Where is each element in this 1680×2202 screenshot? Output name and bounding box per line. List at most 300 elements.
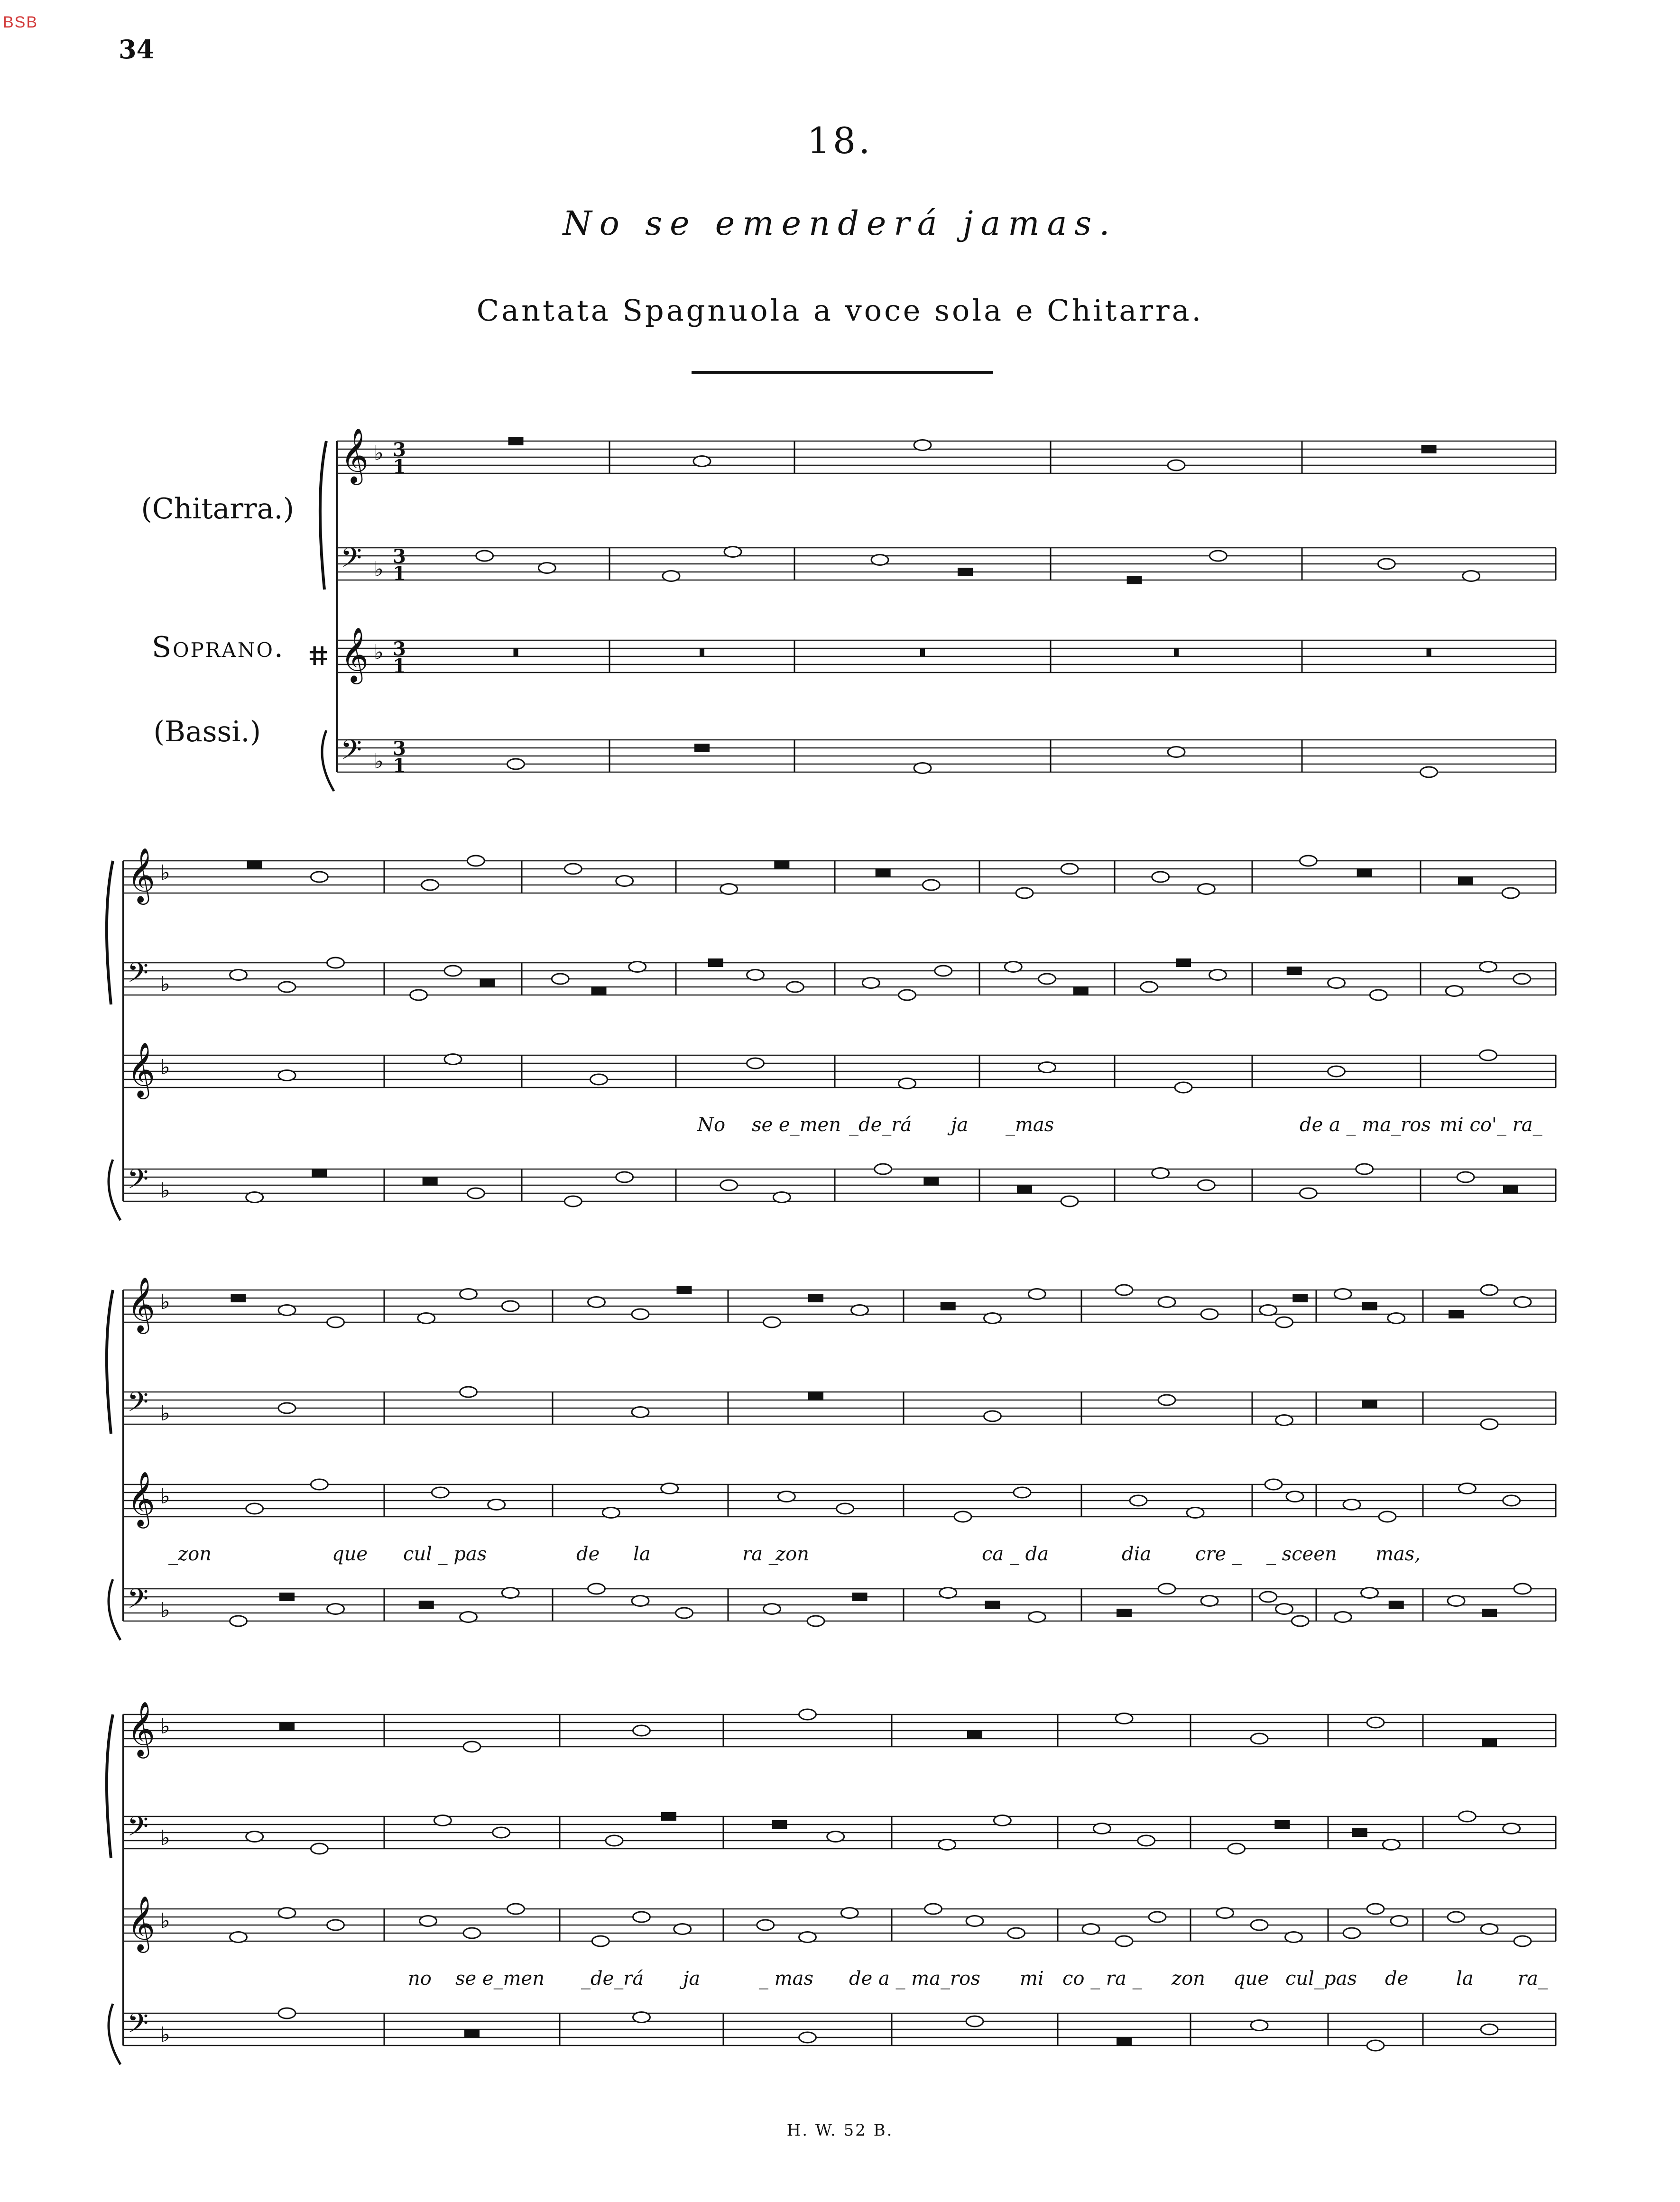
whole-note-icon	[508, 759, 525, 769]
breve-note-icon	[677, 1286, 692, 1294]
whole-note-icon	[230, 970, 247, 980]
whole-note-icon	[1228, 1843, 1245, 1854]
whole-note-icon	[278, 982, 295, 992]
lyric-syllable: cul_pas	[1285, 1968, 1357, 1990]
mensural-sign-icon: ⵌ	[308, 641, 329, 671]
whole-note-icon	[1421, 767, 1438, 777]
lyric-syllable: se e_men	[752, 1114, 841, 1136]
whole-note-icon	[1379, 1511, 1396, 1522]
whole-note-icon	[1082, 1924, 1099, 1935]
whole-note-icon	[246, 1192, 263, 1203]
breve-note-icon	[708, 958, 723, 967]
whole-note-icon	[327, 1317, 344, 1327]
lyric-syllable: ra _	[742, 1543, 778, 1565]
treble-clef-icon: 𝄞	[127, 1701, 156, 1756]
breve-note-icon	[1176, 958, 1191, 967]
breve-note-icon	[247, 861, 262, 869]
whole-note-icon	[311, 872, 328, 882]
breve-note-icon	[1117, 2037, 1132, 2046]
whole-note-icon	[799, 2032, 816, 2043]
whole-note-icon	[444, 966, 462, 976]
whole-note-icon	[1514, 1584, 1531, 1594]
whole-note-icon	[602, 1508, 619, 1518]
whole-note-icon	[460, 1612, 477, 1622]
whole-note-icon	[747, 1058, 764, 1069]
piece-number: 18.	[807, 120, 873, 162]
whole-note-icon	[1367, 1717, 1384, 1728]
whole-note-icon	[1251, 2020, 1268, 2031]
whole-note-icon	[588, 1297, 605, 1308]
whole-note-icon	[1039, 1062, 1056, 1073]
breve-note-icon	[808, 1392, 823, 1400]
whole-note-icon	[1356, 1164, 1373, 1174]
lyric-syllable: ja	[951, 1114, 969, 1136]
flat-sign-icon: ♭	[374, 640, 384, 664]
lyric-syllable: que	[332, 1543, 368, 1565]
brace-bass	[109, 2004, 120, 2064]
whole-note-icon	[1116, 1714, 1133, 1724]
whole-note-icon	[674, 1924, 691, 1935]
brace-bass	[109, 1160, 120, 1220]
whole-note-icon	[1463, 571, 1480, 581]
whole-note-icon	[592, 1936, 609, 1946]
whole-note-icon	[1008, 1928, 1025, 1938]
whole-note-icon	[629, 962, 646, 972]
treble-clef-icon: 𝄞	[127, 1895, 156, 1951]
whole-note-icon	[1260, 1592, 1277, 1602]
lyric-syllable: ja	[683, 1968, 701, 1990]
bass-clef-icon: 𝄢	[127, 2007, 149, 2046]
treble-clef-icon: 𝄞	[127, 1041, 156, 1097]
whole-note-icon	[799, 1709, 816, 1720]
whole-rest-icon	[514, 648, 518, 656]
instrument-label-bass: (Bassi.)	[153, 715, 261, 748]
breve-note-icon	[1458, 877, 1473, 885]
whole-note-icon	[1201, 1596, 1218, 1606]
flat-sign-icon: ♭	[374, 749, 384, 774]
whole-note-icon	[954, 1511, 971, 1522]
whole-note-icon	[1198, 884, 1215, 894]
whole-note-icon	[1334, 1289, 1351, 1299]
whole-note-icon	[1328, 978, 1345, 988]
whole-note-icon	[1016, 888, 1033, 898]
flat-sign-icon: ♭	[160, 1484, 170, 1509]
whole-note-icon	[616, 876, 633, 886]
whole-note-icon	[538, 563, 555, 573]
whole-note-icon	[1481, 1285, 1498, 1295]
breve-note-icon	[1292, 1294, 1308, 1302]
lyric-syllable: cre _	[1195, 1543, 1242, 1565]
whole-note-icon	[1168, 460, 1185, 470]
whole-note-icon	[807, 1616, 824, 1626]
breve-note-icon	[1482, 1739, 1497, 1747]
bass-clef-icon: 𝄢	[341, 542, 362, 580]
whole-note-icon	[230, 1616, 247, 1626]
brace-guitar	[107, 1714, 113, 1858]
whole-note-icon	[632, 1596, 649, 1606]
whole-note-icon	[773, 1192, 790, 1203]
whole-note-icon	[1158, 1395, 1175, 1405]
breve-note-icon	[1274, 1820, 1290, 1829]
whole-note-icon	[1446, 986, 1463, 996]
whole-note-icon	[1503, 1495, 1520, 1506]
time-sig-denominator: 1	[393, 562, 406, 585]
whole-note-icon	[1116, 1285, 1133, 1295]
breve-note-icon	[1117, 1609, 1132, 1617]
whole-note-icon	[1061, 864, 1078, 874]
breve-note-icon	[772, 1820, 787, 1829]
whole-note-icon	[432, 1487, 449, 1498]
lyric-syllable: de	[576, 1543, 600, 1565]
breve-note-icon	[312, 1169, 327, 1178]
flat-sign-icon: ♭	[160, 1598, 170, 1622]
whole-note-icon	[1276, 1415, 1293, 1426]
whole-note-icon	[1028, 1289, 1045, 1299]
plate-number: H. W. 52 B.	[786, 2121, 894, 2140]
whole-note-icon	[493, 1827, 510, 1838]
lyric-syllable: la	[1456, 1968, 1474, 1990]
breve-note-icon	[941, 1302, 956, 1310]
whole-note-icon	[278, 1305, 295, 1316]
whole-note-icon	[327, 958, 344, 968]
whole-note-icon	[327, 1604, 344, 1614]
lyric-syllable: se e_men	[455, 1968, 545, 1990]
whole-note-icon	[1458, 1811, 1476, 1822]
breve-note-icon	[464, 2029, 480, 2038]
whole-note-icon	[1152, 1168, 1169, 1179]
lyric-syllable: zon	[775, 1543, 809, 1565]
whole-note-icon	[1028, 1612, 1045, 1622]
whole-note-icon	[1383, 1840, 1400, 1850]
whole-note-icon	[444, 1054, 462, 1065]
flat-sign-icon: ♭	[160, 1909, 170, 1933]
flat-sign-icon: ♭	[160, 972, 170, 996]
whole-note-icon	[966, 2016, 983, 2027]
whole-note-icon	[633, 1912, 650, 1922]
breve-note-icon	[923, 1177, 939, 1186]
whole-note-icon	[1370, 990, 1387, 1000]
whole-note-icon	[1448, 1596, 1465, 1606]
whole-note-icon	[899, 1078, 916, 1089]
time-sig-denominator: 1	[393, 755, 406, 777]
breve-note-icon	[508, 437, 524, 445]
flat-sign-icon: ♭	[160, 1290, 170, 1314]
lyric-syllable: co _ ra _	[1062, 1968, 1142, 1990]
lyric-syllable: _ mas	[759, 1968, 814, 1990]
time-sig-numerator: 3	[393, 737, 406, 760]
whole-note-icon	[1457, 1172, 1474, 1182]
whole-note-icon	[693, 456, 711, 467]
treble-clef-icon: 𝄞	[341, 627, 369, 682]
lyric-syllable: _de_rá	[581, 1968, 644, 1990]
breve-note-icon	[876, 869, 891, 877]
whole-note-icon	[1014, 1487, 1031, 1498]
treble-clef-icon: 𝄞	[127, 847, 156, 903]
whole-note-icon	[311, 1479, 328, 1490]
breve-note-icon	[1362, 1302, 1377, 1310]
whole-note-icon	[278, 2008, 295, 2018]
lyric-syllable: no	[408, 1968, 432, 1990]
whole-note-icon	[422, 880, 439, 890]
whole-note-icon	[1514, 1936, 1531, 1946]
flat-sign-icon: ♭	[160, 2023, 170, 2047]
bass-clef-icon: 𝄢	[127, 1386, 149, 1425]
whole-note-icon	[720, 884, 738, 894]
whole-rest-icon	[1174, 648, 1179, 656]
whole-note-icon	[1503, 1824, 1520, 1834]
whole-note-icon	[564, 864, 582, 874]
lyric-syllable: zon	[1172, 1968, 1205, 1990]
whole-note-icon	[1265, 1479, 1282, 1490]
brace-bass	[109, 1579, 120, 1640]
whole-note-icon	[1481, 1924, 1498, 1935]
whole-note-icon	[724, 547, 741, 557]
time-sig-numerator: 3	[393, 545, 406, 568]
whole-note-icon	[420, 1916, 437, 1926]
lyric-syllable: No	[697, 1114, 726, 1136]
whole-note-icon	[764, 1317, 781, 1327]
whole-note-icon	[1209, 551, 1227, 561]
whole-note-icon	[841, 1908, 858, 1918]
lyric-syllable: de	[1385, 1968, 1409, 1990]
whole-note-icon	[676, 1608, 693, 1618]
lyric-syllable: que	[1233, 1968, 1269, 1990]
whole-note-icon	[552, 974, 569, 984]
whole-note-icon	[984, 1411, 1001, 1421]
whole-note-icon	[1276, 1317, 1293, 1327]
whole-note-icon	[311, 1843, 328, 1854]
whole-note-icon	[1158, 1297, 1175, 1308]
breve-note-icon	[1073, 987, 1089, 995]
breve-note-icon	[1389, 1601, 1404, 1609]
whole-note-icon	[606, 1835, 623, 1846]
whole-note-icon	[786, 982, 803, 992]
whole-note-icon	[1116, 1936, 1133, 1946]
flat-sign-icon: ♭	[160, 1826, 170, 1850]
whole-note-icon	[1502, 888, 1519, 898]
flat-sign-icon: ♭	[160, 1055, 170, 1079]
breve-note-icon	[279, 1593, 295, 1601]
page-number: 34	[119, 34, 155, 64]
whole-note-icon	[899, 990, 916, 1000]
brace-guitar	[107, 1290, 113, 1434]
whole-note-icon	[508, 1904, 525, 1914]
lyric-syllable: de a _ ma_ros	[1300, 1114, 1431, 1136]
whole-note-icon	[632, 1309, 649, 1319]
whole-note-icon	[837, 1503, 854, 1514]
bass-clef-icon: 𝄢	[127, 957, 149, 995]
whole-note-icon	[1480, 962, 1497, 972]
whole-note-icon	[1361, 1588, 1378, 1598]
whole-note-icon	[1149, 1912, 1166, 1922]
whole-note-icon	[1168, 747, 1185, 757]
whole-note-icon	[663, 571, 680, 581]
lyric-syllable: ra_	[1518, 1968, 1548, 1990]
whole-note-icon	[278, 1403, 295, 1413]
whole-rest-icon	[700, 648, 704, 656]
breve-note-icon	[985, 1601, 1000, 1609]
whole-note-icon	[871, 555, 888, 565]
whole-note-icon	[633, 1725, 650, 1736]
lyric-syllable: dia	[1122, 1543, 1152, 1565]
whole-note-icon	[1292, 1616, 1309, 1626]
whole-note-icon	[778, 1492, 795, 1502]
lyric-syllable: _de_rá	[849, 1114, 912, 1136]
whole-note-icon	[1138, 1835, 1155, 1846]
bass-clef-icon: 𝄢	[127, 1583, 149, 1622]
flat-sign-icon: ♭	[374, 557, 384, 581]
whole-note-icon	[460, 1289, 477, 1299]
whole-note-icon	[463, 1928, 480, 1938]
whole-note-icon	[1391, 1916, 1408, 1926]
whole-note-icon	[476, 551, 493, 561]
instrument-label-guitar: (Chitarra.)	[141, 492, 294, 525]
whole-note-icon	[230, 1932, 247, 1943]
flat-sign-icon: ♭	[160, 861, 170, 885]
whole-note-icon	[246, 1503, 263, 1514]
whole-note-icon	[1286, 1492, 1303, 1502]
breve-note-icon	[279, 1723, 295, 1731]
lyric-syllable: la	[633, 1543, 651, 1565]
whole-note-icon	[1334, 1612, 1351, 1622]
breve-note-icon	[1503, 1185, 1518, 1194]
bass-clef-icon: 𝄢	[127, 1810, 149, 1849]
breve-note-icon	[694, 744, 710, 752]
breve-note-icon	[231, 1294, 246, 1302]
whole-note-icon	[862, 978, 879, 988]
time-sig-numerator: 3	[393, 638, 406, 660]
breve-note-icon	[419, 1601, 434, 1609]
flat-sign-icon: ♭	[160, 1714, 170, 1739]
bass-clef-icon: 𝄢	[341, 734, 362, 773]
whole-note-icon	[1343, 1928, 1360, 1938]
whole-note-icon	[410, 990, 427, 1000]
whole-note-icon	[984, 1313, 1001, 1324]
whole-note-icon	[1480, 1050, 1497, 1060]
lyric-syllable: cul _ pas	[403, 1543, 487, 1565]
whole-note-icon	[799, 1932, 816, 1943]
whole-note-icon	[1130, 1495, 1147, 1506]
piece-subtitle: Cantata Spagnuola a voce sola e Chitarra.	[476, 293, 1204, 328]
whole-note-icon	[1217, 1908, 1234, 1918]
whole-note-icon	[661, 1483, 678, 1494]
breve-note-icon	[1482, 1609, 1497, 1617]
library-watermark: BSB	[3, 13, 38, 31]
lyric-syllable: mas,	[1375, 1543, 1421, 1565]
lyric-syllable: _zon	[168, 1543, 212, 1565]
breve-note-icon	[661, 1812, 676, 1821]
whole-note-icon	[1328, 1066, 1345, 1077]
whole-note-icon	[327, 1920, 344, 1930]
whole-note-icon	[632, 1407, 649, 1418]
whole-note-icon	[467, 856, 484, 866]
whole-note-icon	[1005, 962, 1022, 972]
whole-note-icon	[1187, 1508, 1204, 1518]
whole-note-icon	[434, 1815, 451, 1826]
treble-clef-icon: 𝄞	[127, 1471, 156, 1526]
whole-note-icon	[1260, 1305, 1277, 1316]
whole-note-icon	[1251, 1920, 1268, 1930]
whole-note-icon	[278, 1908, 295, 1918]
breve-note-icon	[1449, 1310, 1464, 1318]
lyric-syllable: mi co'_ ra_	[1440, 1114, 1542, 1136]
whole-note-icon	[966, 1916, 983, 1926]
whole-note-icon	[1158, 1584, 1175, 1594]
whole-rest-icon	[1427, 648, 1431, 656]
whole-note-icon	[1300, 1188, 1317, 1198]
whole-note-icon	[633, 2012, 650, 2023]
whole-note-icon	[1367, 2040, 1384, 2051]
whole-note-icon	[851, 1305, 868, 1316]
whole-note-icon	[467, 1188, 484, 1198]
brace-guitar	[320, 441, 326, 590]
whole-rest-icon	[920, 648, 925, 656]
lyric-syllable: ca _ da	[982, 1543, 1049, 1565]
whole-note-icon	[923, 880, 940, 890]
whole-note-icon	[827, 1832, 844, 1842]
whole-note-icon	[418, 1313, 435, 1324]
whole-note-icon	[914, 763, 931, 774]
whole-note-icon	[278, 1070, 295, 1081]
whole-note-icon	[588, 1584, 605, 1594]
treble-clef-icon: 𝄞	[341, 427, 369, 483]
whole-note-icon	[764, 1604, 781, 1614]
time-sig-numerator: 3	[393, 439, 406, 461]
time-sig-denominator: 1	[393, 655, 406, 677]
whole-note-icon	[1481, 1419, 1498, 1429]
lyric-syllable: de a _ ma_ros	[849, 1968, 980, 1990]
whole-note-icon	[1152, 872, 1169, 882]
breve-note-icon	[1017, 1185, 1032, 1194]
whole-note-icon	[935, 966, 952, 976]
breve-note-icon	[1287, 967, 1302, 975]
whole-note-icon	[463, 1741, 480, 1752]
whole-note-icon	[940, 1588, 957, 1598]
whole-note-icon	[1061, 1196, 1078, 1207]
whole-note-icon	[502, 1588, 519, 1598]
brace-bass	[322, 730, 334, 791]
lyric-syllable: _ sceen	[1266, 1543, 1337, 1565]
whole-note-icon	[460, 1387, 477, 1397]
whole-note-icon	[1039, 974, 1056, 984]
breve-note-icon	[1127, 576, 1142, 584]
instrument-label-soprano: Soprano.	[151, 631, 285, 664]
bass-clef-icon: 𝄢	[127, 1163, 149, 1202]
whole-note-icon	[720, 1180, 738, 1190]
breve-note-icon	[808, 1294, 823, 1302]
flat-sign-icon: ♭	[160, 1179, 170, 1203]
whole-note-icon	[502, 1301, 519, 1311]
whole-note-icon	[1276, 1604, 1293, 1614]
whole-note-icon	[914, 440, 931, 451]
whole-note-icon	[1481, 2024, 1498, 2035]
breve-note-icon	[423, 1177, 438, 1186]
whole-note-icon	[488, 1500, 505, 1510]
whole-note-icon	[757, 1920, 774, 1930]
whole-note-icon	[1458, 1483, 1476, 1494]
breve-note-icon	[1422, 445, 1437, 453]
whole-note-icon	[616, 1172, 633, 1182]
breve-note-icon	[774, 861, 789, 869]
whole-note-icon	[564, 1196, 582, 1207]
whole-note-icon	[925, 1904, 942, 1914]
whole-note-icon	[1448, 1912, 1465, 1922]
whole-note-icon	[994, 1815, 1011, 1826]
whole-note-icon	[1285, 1932, 1302, 1943]
whole-note-icon	[1175, 1082, 1192, 1093]
whole-note-icon	[1367, 1904, 1384, 1914]
breve-note-icon	[480, 979, 495, 987]
